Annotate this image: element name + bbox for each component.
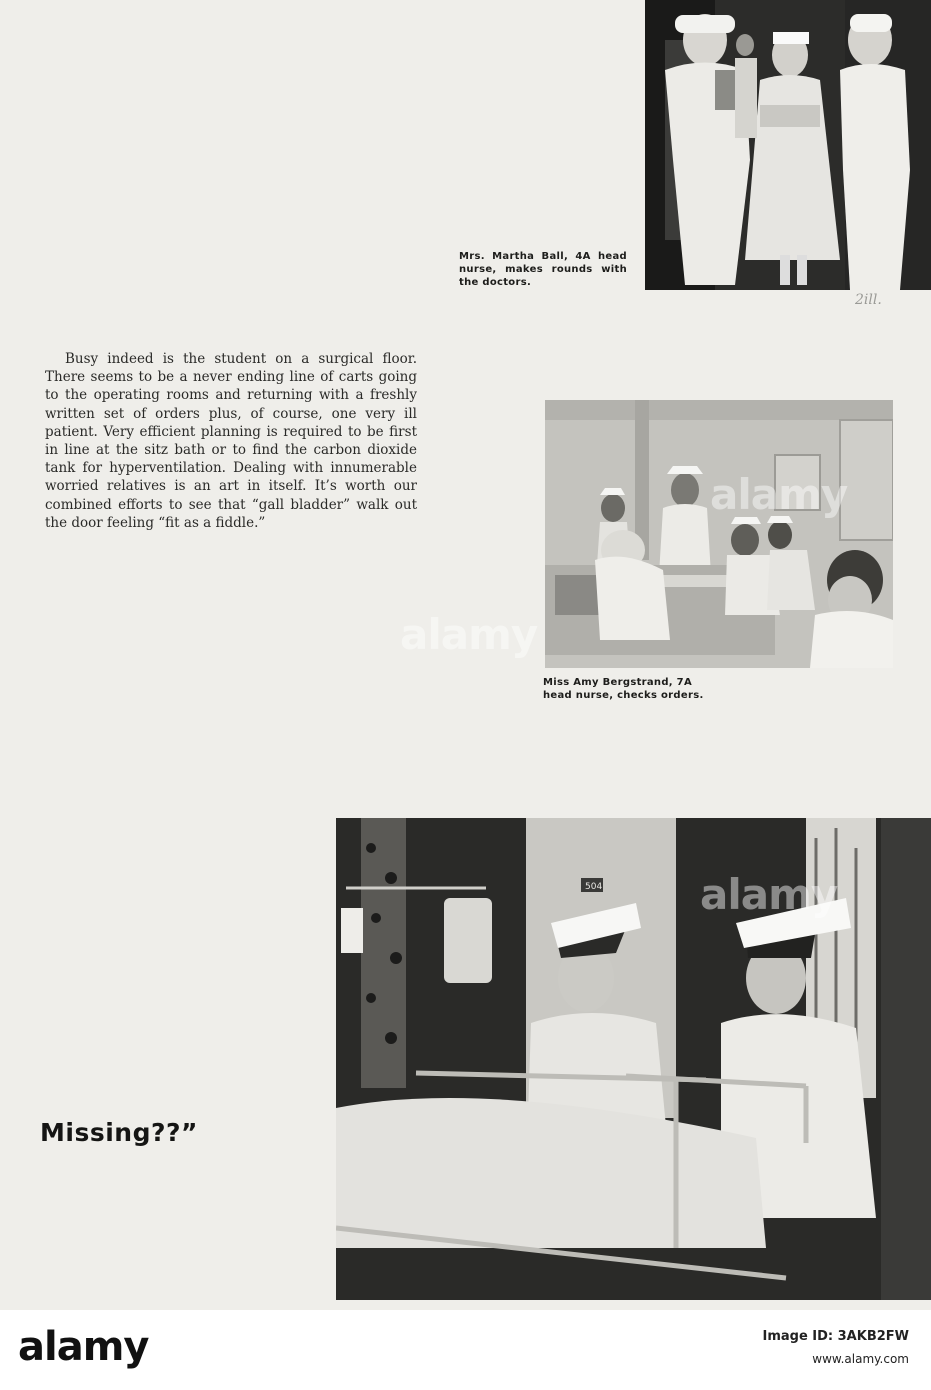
stock-footer [0,1310,931,1390]
headline: Missing??” [40,1118,198,1147]
handwritten-note: 2ill. [855,292,882,308]
stock-site-link[interactable]: www.alamy.com [812,1352,909,1366]
photo-nurses-checking-orders [545,400,893,668]
caption-top-photo: Mrs. Martha Ball, 4A head nurse, makes rounds with the doctors. [459,251,627,288]
stock-meta [762,1326,909,1370]
watermark-text: alamy [700,870,838,919]
watermark-text: alamy [710,470,848,519]
photo-head-nurse-rounds [645,0,931,290]
image-id: Image ID: 3AKB2FW [762,1329,909,1344]
caption-middle-photo: Miss Amy Bergstrand, 7A head nurse, checks orders. [543,677,704,701]
stock-logo: alamy [18,1324,149,1370]
article-body: Busy indeed is the student on a surgical floor. There seems to be a never ending line of carts going to the operating rooms and returning with a freshly written set of orders plus, of course, one very ill patient. Very efficient planning is required to be first in line at the sitz bath or to find the carbon dioxide tank for hyperventilation. Dealing with innumerable worried relatives is an art in itself. It’s worth our combined efforts to see that “gall bladder” walk out the door feeling “fit as a fiddle.” [45,351,417,531]
photo-nurses-with-stretcher [336,818,931,1300]
room-number-sign: 504 [585,882,603,892]
watermark-text: alamy [400,610,538,659]
